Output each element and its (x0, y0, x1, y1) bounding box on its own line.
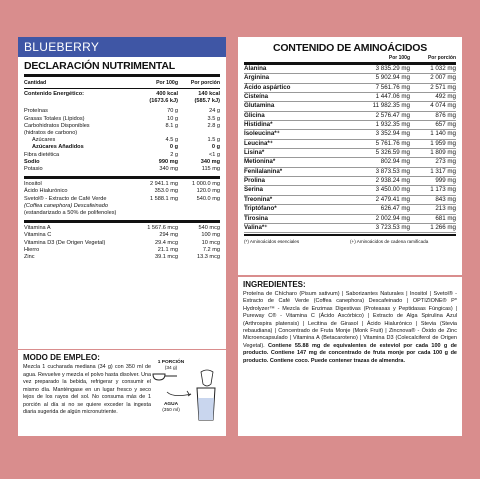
micro-row (24, 232, 220, 239)
amino-per-serving: 999 mg (435, 177, 456, 185)
micro-per-100g: 294 mg (159, 232, 178, 239)
amino-per-100g: 2 938.24 mg (375, 177, 410, 185)
amino-per-serving: 1 032 mg (430, 65, 456, 72)
amino-row (244, 65, 456, 74)
amino-row (244, 215, 456, 224)
col-per-100g: Por 100g (156, 80, 178, 86)
amino-per-100g: 3 352.94 mg (375, 130, 410, 138)
amino-per-100g: 3 835.29 mg (375, 65, 410, 72)
legend-essential: (*) Aminoácidos esenciales (244, 239, 300, 245)
usage-title: MODO DE EMPLEO: (23, 353, 100, 362)
nutrition-title: DECLARACIÓN NUTRIMENTAL (24, 57, 220, 77)
macro-row (24, 116, 220, 123)
extra-per-100g (136, 210, 178, 217)
micro-per-serving: 10 mcg (201, 239, 220, 246)
extra-row (24, 210, 220, 217)
amino-per-100g: 2 479.41 mg (375, 195, 410, 203)
macro-per-100g: 990 mg (158, 158, 178, 165)
macro-per-serving (178, 130, 220, 137)
extra-per-100g: 353.0 mg (154, 188, 178, 195)
amino-per-serving: 1 317 mg (430, 167, 456, 175)
amino-row (244, 196, 456, 205)
ingredients-text (243, 291, 457, 365)
amino-per-100g: 2 576.47 mg (375, 111, 410, 119)
energy-kj-row: (1673.6 kJ) (585.7 kJ) (149, 98, 220, 105)
amino-label: Arginina (244, 74, 270, 82)
extras-rows (24, 176, 220, 217)
amino-per-serving: 492 mg (435, 93, 456, 101)
macro-per-serving: 3.5 g (207, 115, 220, 122)
amino-label: Prolina (244, 177, 265, 185)
amino-label: Ácido aspártico (244, 83, 291, 91)
macro-label: Grasas Totales (Lípidos) (24, 115, 85, 122)
extra-row (24, 196, 220, 203)
amino-label: Histidina* (244, 121, 273, 129)
energy-row: Contenido Energético: 400 kcal 140 kcal (24, 91, 220, 97)
micro-per-100g: 21.1 mg (157, 246, 178, 253)
amino-label: Triptófano* (244, 205, 277, 213)
amino-label: Isoleucina*⁺ (244, 130, 280, 138)
micro-row (24, 254, 220, 261)
extra-per-serving: 1 000.0 mg (192, 181, 220, 188)
amino-row (244, 224, 456, 233)
amino-row (244, 205, 456, 214)
macro-per-serving: 340 mg (200, 158, 220, 165)
amino-label: Serina (244, 186, 263, 194)
amino-row (244, 84, 456, 93)
amino-per-100g: 3 723.53 mg (375, 223, 410, 231)
micro-label: Vitamina C (24, 232, 52, 239)
micro-per-100g: 39.1 mcg (154, 254, 178, 261)
portion-label: 1 PORCIÓN (157, 360, 185, 365)
micro-per-serving: 13.3 mcg (196, 254, 220, 261)
amino-col-100: Por 100g (388, 55, 410, 61)
amino-per-serving: 4 074 mg (430, 102, 456, 110)
micro-row (24, 240, 220, 247)
amino-per-serving: 273 mg (435, 158, 456, 166)
amino-row (244, 93, 456, 102)
amino-per-100g: 1 932.35 mg (375, 121, 410, 129)
macro-row (24, 166, 220, 173)
amino-row (244, 168, 456, 177)
ingredients-panel (238, 277, 462, 436)
macro-row (24, 152, 220, 159)
amino-label: Treonina* (244, 195, 273, 203)
extra-per-serving: 540.0 mg (196, 195, 220, 202)
amino-header (244, 55, 456, 65)
macro-rows (24, 108, 220, 173)
amino-label: Cisteína (244, 93, 269, 101)
amino-rows (244, 65, 456, 233)
portion-grams: (34 g) (164, 366, 178, 371)
micro-label: Vitamina A (24, 225, 51, 232)
amino-label: Valina*⁺ (244, 223, 268, 231)
water-label: AGUA (163, 402, 179, 407)
amino-row (244, 186, 456, 195)
macro-per-100g: 4.5 g (165, 137, 178, 144)
macro-per-serving: 0 g (211, 144, 220, 151)
micro-per-serving: 540 mcg (198, 225, 220, 232)
macro-label: (hidratos de carbono) (24, 130, 78, 137)
extra-per-serving (178, 210, 220, 217)
macro-per-serving: 115 mg (201, 166, 220, 173)
macro-per-serving: 2.8 g (207, 122, 220, 129)
macro-per-100g: 70 g (167, 108, 178, 115)
micro-rows (24, 220, 220, 261)
amino-per-100g: 11 982.35 mg (372, 102, 410, 110)
amino-per-100g: 3 873.53 mg (375, 167, 410, 175)
macro-row (24, 130, 220, 137)
extra-per-100g: 1 588.1 mg (150, 195, 178, 202)
amino-panel (238, 37, 462, 275)
amino-per-100g: 626.47 mg (380, 205, 410, 213)
amino-per-100g: 1 447.06 mg (375, 93, 410, 101)
micro-label: Hierro (24, 246, 40, 253)
amino-row (244, 140, 456, 149)
macro-label: Azúcares (32, 137, 56, 144)
micro-row (24, 225, 220, 232)
macro-per-100g: 2 g (170, 151, 178, 158)
col-quantity: Cantidad (24, 80, 47, 86)
amino-per-serving: 876 mg (435, 111, 456, 119)
amino-per-100g: 802.94 mg (380, 158, 410, 166)
water-ml: (350 ml) (162, 408, 180, 413)
amino-title: CONTENIDO DE AMINOÁCIDOS (272, 42, 428, 54)
extra-row (24, 203, 220, 210)
macro-label: Sodio (24, 158, 40, 165)
extra-per-serving (178, 203, 220, 210)
col-per-serving: Por porción (190, 80, 220, 86)
amino-per-serving: 1 809 mg (430, 149, 456, 157)
scoop-glass-icon (151, 364, 221, 424)
amino-per-serving: 2 007 mg (430, 74, 456, 82)
ingredients-list: Proteína de Chícharo (Pisum sativum) | Saborizantes Naturales | Inositol | Svetol® - Extracto de Café Verde (Coffea canephora) Descafeinado | OPTIZIONE® P* Hydrolyzer™ - Mezcla de Enzimas Digestivas (Proteasas y Peptidasas Fúngicas) | Pureway C® - Vitamina C (Ácido Ascórbico) | Extracto de Alga Spirulina Azul (Arthrospira platensis) | Lecitina de Girasol | Ácido Hialurónico | Stevia (Stevia rebaudiana) | Concentrado de Fruta Monje (Monk Fruit) | Zincnova® - Óxido de Zinc Microencapsulado | Vitamina A (Betacaroteno) | Vitamina D3 (Colecalciferol de Origen Vegetal). (243, 291, 457, 349)
nutrition-panel (18, 37, 226, 349)
macro-per-100g: 10 g (167, 115, 178, 122)
macro-label: Potasio (24, 166, 43, 173)
amino-row (244, 149, 456, 158)
amino-label: Leucina*⁺ (244, 139, 274, 147)
macro-row (24, 137, 220, 144)
amino-per-serving: 681 mg (435, 214, 456, 222)
amino-row (244, 158, 456, 167)
amino-col-serving: Por porción (427, 55, 456, 61)
amino-per-100g: 5 326.59 mg (375, 149, 410, 157)
amino-row (244, 74, 456, 83)
macro-row (24, 159, 220, 166)
micro-per-100g: 29.4 mcg (154, 239, 178, 246)
usage-text: Mezcla 1 cucharada mediana (34 g) con 350 ml de agua. Revuelve y mezcla el polvo hasta disolver. Una vez preparado la bebida, refrigerar y consumir el mismo día. Manténgase en un lugar fresco y seco lejos de los rayos del sol. No consuma más de 1 porción al día si no se quiere exceder la ingesta diaria sugerida de algún micronutriente. (23, 364, 151, 415)
amino-label: Alanina (244, 65, 267, 72)
macro-label: Proteínas (24, 108, 48, 115)
amino-per-100g: 2 002.94 mg (375, 214, 410, 222)
macro-per-100g: 0 g (169, 144, 178, 151)
macro-per-serving: 24 g (209, 108, 220, 115)
amino-per-serving: 213 mg (435, 205, 456, 213)
amino-per-100g: 7 561.76 mg (375, 83, 410, 91)
amino-label: Fenilalanina* (244, 167, 283, 175)
macro-label: Fibra dietética (24, 151, 60, 158)
extra-per-100g: 2 941.1 mg (150, 181, 178, 188)
amino-row (244, 102, 456, 111)
amino-per-100g: 5 761.76 mg (375, 139, 410, 147)
amino-label: Metionina* (244, 158, 276, 166)
macro-per-100g: 340 mg (159, 166, 178, 173)
usage-panel (18, 350, 226, 436)
extra-label: Svetol® - Extracto de Café Verde (24, 195, 107, 202)
amino-per-serving: 1 173 mg (430, 186, 456, 194)
amino-row (244, 121, 456, 130)
amino-per-serving: 657 mg (435, 121, 456, 129)
amino-per-serving: 1 266 mg (430, 223, 456, 231)
macro-row (24, 144, 220, 151)
micro-row (24, 247, 220, 254)
amino-row (244, 112, 456, 121)
macro-per-100g (136, 130, 178, 137)
amino-per-100g: 5 902.94 mg (375, 74, 410, 82)
extra-label: Inositol (24, 181, 42, 188)
macro-per-serving: 1.5 g (207, 137, 220, 144)
legend-branched: (+) Aminoácidos de cadena ramificada (350, 239, 429, 245)
extra-per-serving: 120.0 mg (196, 188, 220, 195)
flavor-banner: BLUEBERRY (18, 37, 226, 57)
amino-legend (244, 234, 456, 244)
micro-per-serving: 7.2 mg (202, 246, 220, 253)
macro-label: Azúcares Añadidos (32, 144, 84, 151)
amino-per-serving: 843 mg (435, 195, 456, 203)
amino-label: Tirosina (244, 214, 268, 222)
extra-per-100g (136, 203, 178, 210)
extra-label: (estandarizado a 50% de polifenoles) (24, 210, 117, 217)
ingredients-notes: Contiene 55.88 mg de equivalentes de estevioI por cada 100 g de producto. Contiene 147 mg de concentrado de fruta monje por cada 100 g de producto. Contiene coco. Puede contener trazas de almendra. (243, 342, 457, 364)
amino-per-serving: 1 959 mg (430, 139, 456, 147)
micro-label: Zinc (24, 254, 35, 261)
micro-label: Vitamina D3 (De Origen Vegetal) (24, 239, 106, 246)
extra-label: (Coffea canephora) Descafeinado (24, 202, 108, 209)
micro-per-serving: 100 mg (201, 232, 220, 239)
amino-label: Lisina* (244, 149, 265, 157)
amino-row (244, 130, 456, 139)
nutrition-header (24, 77, 220, 89)
extra-row (24, 188, 220, 195)
macro-per-100g: 8.1 g (165, 122, 178, 129)
amino-per-serving: 1 140 mg (430, 130, 456, 138)
ingredients-title: INGREDIENTES: (243, 280, 306, 289)
usage-figure (151, 360, 221, 429)
amino-label: Glicina (244, 111, 265, 119)
extra-label: Ácido Hialurónico (24, 188, 68, 195)
micro-per-100g: 1 567.6 mcg (147, 225, 178, 232)
macro-label: Carbohidratos Disponibles (24, 122, 90, 129)
amino-label: Glutamina (244, 102, 275, 110)
macro-row (24, 108, 220, 115)
macro-row (24, 123, 220, 130)
amino-row (244, 177, 456, 186)
amino-per-serving: 2 571 mg (430, 83, 456, 91)
amino-per-100g: 3 450.00 mg (375, 186, 410, 194)
macro-per-serving: <1 g (208, 151, 220, 158)
